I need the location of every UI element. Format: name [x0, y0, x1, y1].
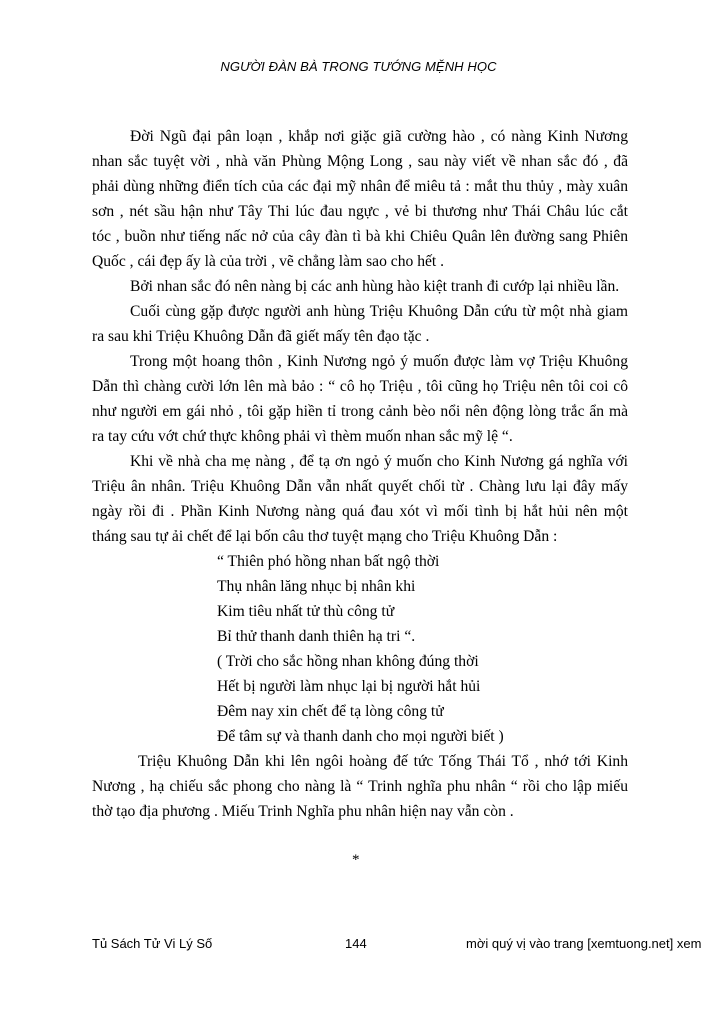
text-line: phải dùng những điển tích của các đại mỹ nhân để miêu tả : mắt thu thủy , mày xuân [92, 178, 628, 195]
text-line: Trong một hoang thôn , Kinh Nương ngỏ ý muốn được làm vợ Triệu Khuông [130, 353, 628, 370]
text-line: Khi về nhà cha mẹ nàng , để tạ ơn ngỏ ý muốn cho Kinh Nương gá nghĩa với [130, 453, 628, 470]
poem-line: Kim tiêu nhất tử thù công tử [217, 603, 395, 620]
paragraph [92, 349, 628, 449]
paragraph [92, 749, 628, 824]
poem-line: “ Thiên phó hồng nhan bất ngộ thời [217, 553, 440, 570]
poem-line: ( Trời cho sắc hồng nhan không đúng thời [217, 653, 479, 670]
text-line: Cuối cùng gặp được người anh hùng Triệu Khuông Dẫn cứu từ một nhà giam [130, 303, 628, 320]
poem-block [92, 549, 628, 749]
footer-book-title: Tủ Sách Tử Vi Lý Số [92, 936, 213, 951]
poem-line: Đêm nay xin chết để tạ lòng công tử [217, 703, 444, 720]
text-line: Đời Ngũ đại pân loạn , khắp nơi giặc giã cường hào , có nàng Kinh Nương [130, 128, 628, 145]
text-line: ngày rồi đi . Phần Kinh Nương nàng quá đau xót vì mối tình bị hắt hủi nên một [92, 503, 628, 520]
poem-line: Bỉ thử thanh danh thiên hạ tri “. [217, 628, 416, 645]
text-line: Bởi nhan sắc đó nên nàng bị các anh hùng hào kiệt tranh đi cướp lại nhiều lần. [130, 278, 620, 295]
text-line: Dẫn thì chàng cười lớn lên mà bảo : “ cô họ Triệu , tôi cũng họ Triệu nên tôi coi cô [92, 378, 628, 395]
text-line: ra sau khi Triệu Khuông Dẫn đã giết mấy tên đạo tặc . [92, 328, 430, 345]
text-line: Quốc , cái đẹp ấy là của trời , vẽ chẳng làm sao cho hết . [92, 253, 445, 270]
text-line: sơn , nét sầu hận như Tây Thi lúc đau ngực , vẻ bi thương như Thái Châu lúc cắt [92, 203, 628, 220]
text-line: ra tay cứu vớt chứ thực không phải vì thèm muốn nhan sắc mỹ lệ “. [92, 428, 513, 445]
text-line: Triệu Khuông Dẫn khi lên ngôi hoàng đế tức Tống Thái Tổ , nhớ tới Kinh [138, 753, 628, 770]
document-body [92, 124, 628, 824]
paragraph [92, 124, 628, 274]
paragraph [92, 274, 628, 299]
text-line: tháng sau tự ải chết để lại bốn câu thơ tuyệt mạng cho Triệu Khuông Dẫn : [92, 528, 558, 545]
poem-line: Hết bị người làm nhục lại bị người hắt hủi [217, 678, 481, 695]
footer-website-note: mời quý vị vào trang [xemtuong.net] xem [466, 936, 702, 951]
paragraph [92, 299, 628, 349]
text-line: như người em gái nhỏ , tôi gặp hiền tỉ trong cảnh bèo nổi nên động lòng trắc ẩn mà [92, 403, 628, 420]
poem-line: Thụ nhân lăng nhục bị nhân khi [217, 578, 416, 595]
footer-page-number: 144 [345, 936, 367, 951]
page-header-title: NGƯỜI ĐÀN BÀ TRONG TƯỚNG MỆNH HỌC [220, 59, 497, 74]
poem-line: Để tâm sự và thanh danh cho mọi người biết ) [217, 728, 504, 745]
section-separator: * [352, 852, 360, 868]
text-line: nhan sắc tuyệt vời , nhà văn Phùng Mộng Long , sau này viết về nhan sắc đó , đã [92, 153, 628, 170]
text-line: Nương , hạ chiếu sắc phong cho nàng là “ Trinh nghĩa phu nhân “ rồi cho lập miếu [92, 778, 628, 795]
text-line: thờ tạo địa phương . Miếu Trinh Nghĩa phu nhân hiện nay vẫn còn . [92, 803, 514, 820]
paragraph [92, 449, 628, 549]
text-line: Triệu ân nhân. Triệu Khuông Dẫn vẫn nhất quyết chối từ . Chàng lưu lại đây mấy [92, 478, 628, 495]
text-line: tóc , buồn như tiếng nấc nở của cây đàn tì bà khi Chiêu Quân lên đường sang Phiên [92, 228, 628, 245]
